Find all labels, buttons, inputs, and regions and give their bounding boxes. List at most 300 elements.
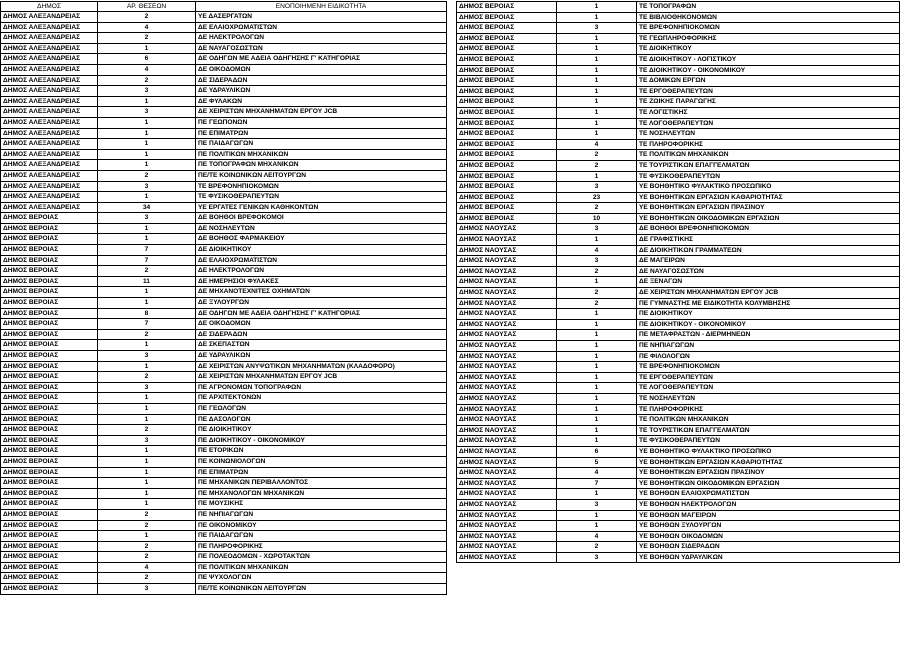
positions-cell: 1 (98, 499, 196, 510)
municipality-cell: ΔΗΜΟΣ ΑΛΕΞΑΝΔΡΕΙΑΣ (1, 12, 98, 23)
table-row (457, 372, 900, 383)
positions-cell: 2 (557, 160, 637, 171)
positions-cell: 2 (557, 298, 637, 309)
specialty-cell: ΤΕ ΔΟΜΙΚΩΝ ΕΡΓΩΝ (637, 76, 900, 87)
specialty-cell: ΤΕ ΖΩΙΚΗΣ ΠΑΡΑΓΩΓΗΣ (637, 97, 900, 108)
table-row (457, 192, 900, 203)
specialty-cell: ΠΕ ΟΙΚΟΝΟΜΙΚΟΥ (196, 520, 447, 531)
municipality-cell: ΔΗΜΟΣ ΝΑΟΥΣΑΣ (457, 351, 557, 362)
table-row (1, 308, 447, 319)
table-row (457, 33, 900, 44)
specialty-cell: ΔΕ ΞΥΛΟΥΡΓΩΝ (196, 298, 447, 309)
positions-cell: 4 (557, 468, 637, 479)
positions-cell: 1 (98, 478, 196, 489)
specialty-cell: ΥΕ ΒΟΗΘΗΤΙΚΩΝ ΟΙΚΟΔΟΜΙΚΩΝ ΕΡΓΑΣΙΩΝ (637, 478, 900, 489)
specialty-cell: ΤΕ ΦΥΣΙΚΟΘΕΡΑΠΕΥΤΩΝ (637, 436, 900, 447)
positions-cell: 1 (557, 319, 637, 330)
positions-cell: 2 (98, 573, 196, 584)
specialty-cell: ΔΕ ΗΛΕΚΤΡΟΛΟΓΩΝ (196, 266, 447, 277)
table-row (457, 97, 900, 108)
positions-cell: 4 (98, 562, 196, 573)
table-row (457, 65, 900, 76)
specialty-cell: ΔΕ ΣΚΕΠΑΣΤΩΝ (196, 340, 447, 351)
positions-cell: 1 (557, 86, 637, 97)
positions-cell: 2 (98, 520, 196, 531)
specialty-cell: ΠΕ ΠΑΙΔΑΓΩΓΩΝ (196, 531, 447, 542)
table-row (1, 403, 447, 414)
municipality-cell: ΔΗΜΟΣ ΑΛΕΞΑΝΔΡΕΙΑΣ (1, 149, 98, 160)
table-row (1, 573, 447, 584)
table-row (1, 414, 447, 425)
positions-cell: 2 (98, 33, 196, 44)
specialty-cell: ΤΕ ΛΟΓΙΣΤΙΚΗΣ (637, 107, 900, 118)
municipality-cell: ΔΗΜΟΣ ΑΛΕΞΑΝΔΡΕΙΑΣ (1, 170, 98, 181)
municipality-cell: ΔΗΜΟΣ ΒΕΡΟΙΑΣ (1, 276, 98, 287)
municipality-cell: ΔΗΜΟΣ ΒΕΡΟΙΑΣ (1, 266, 98, 277)
municipality-cell: ΔΗΜΟΣ ΑΛΕΞΑΝΔΡΕΙΑΣ (1, 202, 98, 213)
municipality-cell: ΔΗΜΟΣ ΒΕΡΟΙΑΣ (457, 2, 557, 13)
municipality-cell: ΔΗΜΟΣ ΒΕΡΟΙΑΣ (457, 150, 557, 161)
table-row (457, 542, 900, 553)
municipality-cell: ΔΗΜΟΣ ΝΑΟΥΣΑΣ (457, 298, 557, 309)
table-row (1, 467, 447, 478)
specialty-cell: ΥΕ ΒΟΗΘΩΝ ΣΙΔΕΡΑΔΩΝ (637, 542, 900, 553)
specialty-cell: ΤΕ ΔΙΟΙΚΗΤΙΚΟΥ - ΛΟΓΙΣΤΙΚΟΥ (637, 54, 900, 65)
positions-cell: 1 (557, 351, 637, 362)
positions-cell: 1 (557, 12, 637, 23)
positions-cell: 1 (98, 160, 196, 171)
specialty-cell: ΥΕ ΒΟΗΘΩΝ ΟΙΚΟΔΟΜΩΝ (637, 531, 900, 542)
municipality-cell: ΔΗΜΟΣ ΝΑΟΥΣΑΣ (457, 309, 557, 320)
municipality-cell: ΔΗΜΟΣ ΝΑΟΥΣΑΣ (457, 266, 557, 277)
table-row (1, 255, 447, 266)
municipality-cell: ΔΗΜΟΣ ΒΕΡΟΙΑΣ (1, 403, 98, 414)
specialty-cell: ΤΕ ΠΟΛΙΤΙΚΩΝ ΜΗΧΑΝΙΚΩΝ (637, 415, 900, 426)
table-row (1, 202, 447, 213)
specialty-cell: ΔΕ ΓΡΑΦΙΣΤΙΚΗΣ (637, 235, 900, 246)
specialty-cell: ΥΕ ΒΟΗΘΩΝ ΞΥΛΟΥΡΓΩΝ (637, 521, 900, 532)
positions-cell: 4 (557, 245, 637, 256)
specialty-cell: ΔΕ ΒΟΗΘΟΣ ΦΑΡΜΑΚΕΙΟΥ (196, 234, 447, 245)
positions-cell: 1 (98, 287, 196, 298)
specialty-cell: ΠΕ ΔΙΟΙΚΗΤΙΚΟΥ - ΟΙΚΟΝΟΜΙΚΟΥ (196, 435, 447, 446)
table-row (457, 129, 900, 140)
table-row (457, 393, 900, 404)
positions-cell: 3 (557, 224, 637, 235)
municipality-cell: ΔΗΜΟΣ ΒΕΡΟΙΑΣ (457, 160, 557, 171)
table-row (457, 266, 900, 277)
table-row (457, 309, 900, 320)
positions-cell: 1 (98, 340, 196, 351)
municipality-cell: ΔΗΜΟΣ ΒΕΡΟΙΑΣ (1, 456, 98, 467)
municipality-cell: ΔΗΜΟΣ ΝΑΟΥΣΑΣ (457, 372, 557, 383)
table-row (457, 330, 900, 341)
table-row (1, 107, 447, 118)
specialty-cell: ΠΕ ΔΑΣΟΛΟΓΩΝ (196, 414, 447, 425)
specialty-cell: ΤΕ ΝΟΣΗΛΕΥΤΩΝ (637, 393, 900, 404)
municipality-cell: ΔΗΜΟΣ ΒΕΡΟΙΑΣ (1, 467, 98, 478)
specialty-cell: ΔΕ ΣΙΔΕΡΑΔΩΝ (196, 329, 447, 340)
municipality-cell: ΔΗΜΟΣ ΑΛΕΞΑΝΔΡΕΙΑΣ (1, 139, 98, 150)
municipality-cell: ΔΗΜΟΣ ΒΕΡΟΙΑΣ (1, 446, 98, 457)
positions-cell: 4 (557, 139, 637, 150)
specialty-cell: ΠΕ ΓΥΜΝΑΣΤΗΣ ΜΕ ΕΙΔΙΚΟΤΗΤΑ ΚΟΛΥΜΒΗΣΗΣ (637, 298, 900, 309)
positions-cell: 2 (98, 425, 196, 436)
positions-cell: 1 (98, 488, 196, 499)
positions-cell: 1 (98, 117, 196, 128)
table-row (1, 64, 447, 75)
municipality-cell: ΔΗΜΟΣ ΑΛΕΞΑΝΔΡΕΙΑΣ (1, 54, 98, 65)
table-row (1, 160, 447, 171)
municipality-cell: ΔΗΜΟΣ ΝΑΟΥΣΑΣ (457, 489, 557, 500)
specialty-cell: ΔΕ ΞΕΝΑΓΩΝ (637, 277, 900, 288)
table-row (1, 446, 447, 457)
positions-cell: 1 (98, 414, 196, 425)
specialty-cell: ΤΕ ΠΛΗΡΟΦΟΡΙΚΗΣ (637, 404, 900, 415)
positions-cell: 1 (98, 234, 196, 245)
table-row (1, 181, 447, 192)
municipality-cell: ΔΗΜΟΣ ΑΛΕΞΑΝΔΡΕΙΑΣ (1, 181, 98, 192)
specialty-cell: ΥΕ ΒΟΗΘΩΝ ΗΛΕΚΤΡΟΛΟΓΩΝ (637, 499, 900, 510)
positions-cell: 1 (98, 192, 196, 203)
municipality-cell: ΔΗΜΟΣ ΒΕΡΟΙΑΣ (457, 192, 557, 203)
positions-cell: 1 (98, 456, 196, 467)
specialty-cell: ΠΕ ΦΙΛΟΛΟΓΩΝ (637, 351, 900, 362)
positions-cell: 1 (98, 149, 196, 160)
specialty-cell: ΔΕ ΜΑΓΕΙΡΩΝ (637, 256, 900, 267)
table-row (457, 489, 900, 500)
specialty-cell: ΠΕ ΜΗΧΑΝΟΛΟΓΩΝ ΜΗΧΑΝΙΚΩΝ (196, 488, 447, 499)
specialty-cell: ΔΕ ΧΕΙΡΙΣΤΩΝ ΜΗΧΑΝΗΜΑΤΩΝ ΕΡΓΟΥ JCB (196, 372, 447, 383)
positions-cell: 1 (557, 404, 637, 415)
municipality-cell: ΔΗΜΟΣ ΑΛΕΞΑΝΔΡΕΙΑΣ (1, 107, 98, 118)
municipality-cell: ΔΗΜΟΣ ΝΑΟΥΣΑΣ (457, 383, 557, 394)
positions-cell: 2 (98, 372, 196, 383)
table-row (1, 22, 447, 33)
positions-cell: 3 (557, 23, 637, 34)
municipality-cell: ΔΗΜΟΣ ΒΕΡΟΙΑΣ (1, 287, 98, 298)
table-row (1, 552, 447, 563)
positions-cell: 1 (557, 341, 637, 352)
positions-cell: 1 (98, 96, 196, 107)
specialty-cell: ΤΕ ΔΙΟΙΚΗΤΙΚΟΥ (637, 44, 900, 55)
positions-cell: 1 (98, 128, 196, 139)
table-row (457, 341, 900, 352)
specialty-cell: ΠΕ ΔΙΟΙΚΗΤΙΚΟΥ (637, 309, 900, 320)
specialty-cell: ΥΕ ΒΟΗΘΩΝ ΥΔΡΑΥΛΙΚΩΝ (637, 552, 900, 563)
header-specialty: ΕΝΟΠΟΙΗΜΕΝΗ ΕΙΔΙΚΟΤΗΤΑ (196, 2, 447, 12)
positions-cell: 1 (557, 383, 637, 394)
municipality-cell: ΔΗΜΟΣ ΒΕΡΟΙΑΣ (1, 255, 98, 266)
positions-cell: 1 (557, 372, 637, 383)
positions-cell: 1 (98, 393, 196, 404)
positions-cell: 1 (98, 403, 196, 414)
positions-cell: 2 (98, 266, 196, 277)
specialty-cell: ΤΕ ΛΟΓΟΘΕΡΑΠΕΥΤΩΝ (637, 118, 900, 129)
specialty-cell: ΤΕ ΔΙΟΙΚΗΤΙΚΟΥ - ΟΙΚΟΝΟΜΙΚΟΥ (637, 65, 900, 76)
positions-cell: 6 (98, 54, 196, 65)
table-row (1, 170, 447, 181)
specialty-cell: ΔΕ ΟΔΗΓΩΝ ΜΕ ΑΔΕΙΑ ΟΔΗΓΗΣΗΣ Γ' ΚΑΤΗΓΟΡΙΑΣ (196, 308, 447, 319)
left-table (0, 1, 447, 595)
municipality-cell: ΔΗΜΟΣ ΒΕΡΟΙΑΣ (1, 393, 98, 404)
table-row (457, 160, 900, 171)
table-row (457, 203, 900, 214)
positions-cell: 3 (98, 584, 196, 595)
positions-cell: 1 (98, 43, 196, 54)
table-row (1, 584, 447, 595)
positions-cell: 2 (557, 542, 637, 553)
table-row (1, 43, 447, 54)
header-row (1, 2, 447, 12)
table-row (1, 361, 447, 372)
table-row (1, 541, 447, 552)
specialty-cell: ΠΕ ΕΠΙΜΑΤΡΩΝ (196, 128, 447, 139)
specialty-cell: ΠΕ ΜΕΤΑΦΡΑΣΤΩΝ - ΔΙΕΡΜΗΝΕΩΝ (637, 330, 900, 341)
table-row (457, 171, 900, 182)
header-positions: ΑΡ. ΘΕΣΕΩΝ (98, 2, 196, 12)
positions-cell: 1 (557, 97, 637, 108)
positions-cell: 1 (98, 361, 196, 372)
table-row (1, 234, 447, 245)
positions-cell: 1 (557, 510, 637, 521)
municipality-cell: ΔΗΜΟΣ ΑΛΕΞΑΝΔΡΕΙΑΣ (1, 117, 98, 128)
positions-cell: 1 (557, 76, 637, 87)
municipality-cell: ΔΗΜΟΣ ΒΕΡΟΙΑΣ (1, 298, 98, 309)
positions-cell: 1 (557, 171, 637, 182)
specialty-cell: ΤΕ ΠΟΛΙΤΙΚΩΝ ΜΗΧΑΝΙΚΩΝ (637, 150, 900, 161)
specialty-cell: ΥΕ ΔΑΣΕΡΓΑΤΩΝ (196, 12, 447, 23)
specialty-cell: ΤΕ ΕΡΓΟΘΕΡΑΠΕΥΤΩΝ (637, 86, 900, 97)
positions-cell: 3 (98, 382, 196, 393)
municipality-cell: ΔΗΜΟΣ ΑΛΕΞΑΝΔΡΕΙΑΣ (1, 33, 98, 44)
positions-cell: 1 (557, 118, 637, 129)
table-row (1, 509, 447, 520)
specialty-cell: ΔΕ ΒΟΗΘΟΙ ΒΡΕΦΟΝΗΠΙΟΚΟΜΩΝ (637, 224, 900, 235)
table-row (1, 351, 447, 362)
positions-cell: 3 (557, 256, 637, 267)
municipality-cell: ΔΗΜΟΣ ΒΕΡΟΙΑΣ (1, 435, 98, 446)
specialty-cell: ΠΕ ΤΟΠΟΓΡΑΦΩΝ ΜΗΧΑΝΙΚΩΝ (196, 160, 447, 171)
specialty-cell: ΤΕ ΒΡΕΦΟΝΗΠΙΟΚΟΜΩΝ (637, 23, 900, 34)
specialty-cell: ΤΕ ΒΡΕΦΟΝΗΠΙΟΚΟΜΩΝ (196, 181, 447, 192)
municipality-cell: ΔΗΜΟΣ ΒΕΡΟΙΑΣ (457, 12, 557, 23)
municipality-cell: ΔΗΜΟΣ ΒΕΡΟΙΑΣ (457, 97, 557, 108)
municipality-cell: ΔΗΜΟΣ ΑΛΕΞΑΝΔΡΕΙΑΣ (1, 128, 98, 139)
specialty-cell: ΤΕ ΤΟΠΟΓΡΑΦΩΝ (637, 2, 900, 13)
table-row (457, 415, 900, 426)
positions-cell: 7 (98, 245, 196, 256)
municipality-cell: ΔΗΜΟΣ ΝΑΟΥΣΑΣ (457, 510, 557, 521)
municipality-cell: ΔΗΜΟΣ ΝΑΟΥΣΑΣ (457, 341, 557, 352)
specialty-cell: ΔΕ ΥΔΡΑΥΛΙΚΩΝ (196, 351, 447, 362)
positions-cell: 1 (557, 309, 637, 320)
positions-cell: 1 (557, 54, 637, 65)
municipality-cell: ΔΗΜΟΣ ΒΕΡΟΙΑΣ (1, 351, 98, 362)
municipality-cell: ΔΗΜΟΣ ΒΕΡΟΙΑΣ (1, 562, 98, 573)
municipality-cell: ΔΗΜΟΣ ΒΕΡΟΙΑΣ (1, 520, 98, 531)
positions-cell: 1 (98, 446, 196, 457)
table-row (457, 44, 900, 55)
table-row (457, 182, 900, 193)
specialty-cell: ΠΕ ΠΟΛΙΤΙΚΩΝ ΜΗΧΑΝΙΚΩΝ (196, 149, 447, 160)
table-row (457, 277, 900, 288)
municipality-cell: ΔΗΜΟΣ ΝΑΟΥΣΑΣ (457, 531, 557, 542)
municipality-cell: ΔΗΜΟΣ ΑΛΕΞΑΝΔΡΕΙΑΣ (1, 64, 98, 75)
municipality-cell: ΔΗΜΟΣ ΒΕΡΟΙΑΣ (1, 584, 98, 595)
positions-cell: 2 (98, 541, 196, 552)
specialty-cell: ΠΕ ΠΟΛΕΟΔΟΜΩΝ - ΧΩΡΟΤΑΚΤΩΝ (196, 552, 447, 563)
positions-cell: 1 (557, 330, 637, 341)
table-row (1, 96, 447, 107)
specialty-cell: ΤΕ ΛΟΓΟΘΕΡΑΠΕΥΤΩΝ (637, 383, 900, 394)
positions-cell: 10 (557, 213, 637, 224)
positions-cell: 7 (557, 478, 637, 489)
table-row (457, 76, 900, 87)
positions-cell: 3 (98, 213, 196, 224)
positions-cell: 1 (557, 521, 637, 532)
positions-cell: 8 (98, 308, 196, 319)
specialty-cell: ΠΕ ΔΙΟΙΚΗΤΙΚΟΥ (196, 425, 447, 436)
municipality-cell: ΔΗΜΟΣ ΝΑΟΥΣΑΣ (457, 319, 557, 330)
positions-cell: 4 (98, 64, 196, 75)
positions-cell: 11 (98, 276, 196, 287)
specialty-cell: ΠΕ ΑΓΡΟΝΟΜΩΝ ΤΟΠΟΓΡΑΦΩΝ (196, 382, 447, 393)
positions-cell: 1 (557, 33, 637, 44)
table-row (457, 436, 900, 447)
table-row (1, 329, 447, 340)
positions-cell: 2 (98, 552, 196, 563)
table-row (457, 404, 900, 415)
table-row (1, 393, 447, 404)
table-row (457, 118, 900, 129)
municipality-cell: ΔΗΜΟΣ ΝΑΟΥΣΑΣ (457, 457, 557, 468)
table-row (457, 139, 900, 150)
municipality-cell: ΔΗΜΟΣ ΒΕΡΟΙΑΣ (457, 54, 557, 65)
municipality-cell: ΔΗΜΟΣ ΒΕΡΟΙΑΣ (1, 223, 98, 234)
municipality-cell: ΔΗΜΟΣ ΒΕΡΟΙΑΣ (457, 86, 557, 97)
positions-cell: 3 (98, 435, 196, 446)
municipality-cell: ΔΗΜΟΣ ΝΑΟΥΣΑΣ (457, 436, 557, 447)
table-row (1, 435, 447, 446)
specialty-cell: ΠΕ ΝΗΠΙΑΓΩΓΩΝ (637, 341, 900, 352)
table-row (1, 425, 447, 436)
positions-cell: 1 (557, 425, 637, 436)
positions-cell: 1 (98, 467, 196, 478)
table-row (457, 552, 900, 563)
specialty-cell: ΥΕ ΒΟΗΘΗΤΙΚΩΝ ΕΡΓΑΣΙΩΝ ΚΑΘΑΡΙΟΤΗΤΑΣ (637, 457, 900, 468)
positions-cell: 1 (98, 531, 196, 542)
municipality-cell: ΔΗΜΟΣ ΒΕΡΟΙΑΣ (1, 340, 98, 351)
table-row (457, 478, 900, 489)
municipality-cell: ΔΗΜΟΣ ΒΕΡΟΙΑΣ (457, 139, 557, 150)
municipality-cell: ΔΗΜΟΣ ΝΑΟΥΣΑΣ (457, 245, 557, 256)
table-row (1, 75, 447, 86)
specialty-cell: ΔΕ ΟΙΚΟΔΟΜΩΝ (196, 64, 447, 75)
positions-cell: 34 (98, 202, 196, 213)
table-row (457, 383, 900, 394)
positions-cell: 3 (98, 107, 196, 118)
table-row (1, 245, 447, 256)
right-table (456, 1, 900, 563)
municipality-cell: ΔΗΜΟΣ ΝΑΟΥΣΑΣ (457, 404, 557, 415)
municipality-cell: ΔΗΜΟΣ ΝΑΟΥΣΑΣ (457, 362, 557, 373)
municipality-cell: ΔΗΜΟΣ ΒΕΡΟΙΑΣ (1, 541, 98, 552)
table-row (457, 425, 900, 436)
municipality-cell: ΔΗΜΟΣ ΒΕΡΟΙΑΣ (1, 552, 98, 563)
positions-cell: 4 (98, 22, 196, 33)
table-row (1, 12, 447, 23)
municipality-cell: ΔΗΜΟΣ ΒΕΡΟΙΑΣ (1, 478, 98, 489)
municipality-cell: ΔΗΜΟΣ ΒΕΡΟΙΑΣ (1, 213, 98, 224)
specialty-cell: ΔΕ ΣΙΔΕΡΑΔΩΝ (196, 75, 447, 86)
table-row (1, 149, 447, 160)
table-row (457, 23, 900, 34)
table-row (457, 235, 900, 246)
positions-cell: 2 (557, 203, 637, 214)
table-row (1, 192, 447, 203)
specialty-cell: ΔΕ ΧΕΙΡΙΣΤΩΝ ΑΝΥΨΩΤΙΚΩΝ ΜΗΧΑΝΗΜΑΤΩΝ (ΚΛΑΔΟΦΟΡΟ) (196, 361, 447, 372)
municipality-cell: ΔΗΜΟΣ ΑΛΕΞΑΝΔΡΕΙΑΣ (1, 86, 98, 97)
specialty-cell: ΤΕ ΤΟΥΡΙΣΤΙΚΩΝ ΕΠΑΓΓΕΛΜΑΤΩΝ (637, 160, 900, 171)
municipality-cell: ΔΗΜΟΣ ΒΕΡΟΙΑΣ (457, 118, 557, 129)
municipality-cell: ΔΗΜΟΣ ΒΕΡΟΙΑΣ (1, 509, 98, 520)
table-row (457, 510, 900, 521)
municipality-cell: ΔΗΜΟΣ ΝΑΟΥΣΑΣ (457, 288, 557, 299)
municipality-cell: ΔΗΜΟΣ ΒΕΡΟΙΑΣ (1, 499, 98, 510)
table-row (1, 298, 447, 309)
positions-cell: 2 (98, 75, 196, 86)
table-row (1, 86, 447, 97)
municipality-cell: ΔΗΜΟΣ ΑΛΕΞΑΝΔΡΕΙΑΣ (1, 160, 98, 171)
positions-cell: 1 (557, 129, 637, 140)
specialty-cell: ΥΕ ΕΡΓΑΤΕΣ ΓΕΝΙΚΩΝ ΚΑΘΗΚΟΝΤΩΝ (196, 202, 447, 213)
table-row (1, 128, 447, 139)
positions-cell: 5 (557, 457, 637, 468)
positions-cell: 3 (557, 182, 637, 193)
specialty-cell: ΥΕ ΒΟΗΘΗΤΙΚΟ ΦΥΛΑΚΤΙΚΟ ΠΡΟΣΩΠΙΚΟ (637, 446, 900, 457)
specialty-cell: ΥΕ ΒΟΗΘΗΤΙΚΩΝ ΕΡΓΑΣΙΩΝ ΚΑΘΑΡΙΟΤΗΤΑΣ (637, 192, 900, 203)
municipality-cell: ΔΗΜΟΣ ΒΕΡΟΙΑΣ (1, 382, 98, 393)
positions-cell: 2 (98, 12, 196, 23)
specialty-cell: ΥΕ ΒΟΗΘΗΤΙΚΩΝ ΟΙΚΟΔΟΜΙΚΩΝ ΕΡΓΑΣΙΩΝ (637, 213, 900, 224)
table-row (1, 117, 447, 128)
header-municipality: ΔΗΜΟΣ (1, 2, 98, 12)
table-row (457, 54, 900, 65)
positions-cell: 1 (557, 415, 637, 426)
specialty-cell: ΔΕ ΗΛΕΚΤΡΟΛΟΓΩΝ (196, 33, 447, 44)
municipality-cell: ΔΗΜΟΣ ΑΛΕΞΑΝΔΡΕΙΑΣ (1, 43, 98, 54)
table-row (457, 521, 900, 532)
table-row (457, 446, 900, 457)
positions-cell: 3 (557, 499, 637, 510)
positions-cell: 2 (557, 150, 637, 161)
positions-cell: 1 (557, 107, 637, 118)
positions-cell: 1 (98, 139, 196, 150)
municipality-cell: ΔΗΜΟΣ ΒΕΡΟΙΑΣ (457, 203, 557, 214)
specialty-cell: ΠΕ ΕΠΙΜΑΤΡΩΝ (196, 467, 447, 478)
table-row (457, 319, 900, 330)
specialty-cell: ΔΕ ΔΙΟΙΚΗΤΙΚΩΝ ΓΡΑΜΜΑΤΕΩΝ (637, 245, 900, 256)
positions-cell: 1 (557, 65, 637, 76)
specialty-cell: ΤΕ ΠΛΗΡΟΦΟΡΙΚΗΣ (637, 139, 900, 150)
specialty-cell: ΔΕ ΕΛΑΙΟΧΡΩΜΑΤΙΣΤΩΝ (196, 22, 447, 33)
table-row (457, 213, 900, 224)
specialty-cell: ΠΕ/ΤΕ ΚΟΙΝΩΝΙΚΩΝ ΛΕΙΤΟΥΡΓΩΝ (196, 170, 447, 181)
municipality-cell: ΔΗΜΟΣ ΒΕΡΟΙΑΣ (457, 171, 557, 182)
municipality-cell: ΔΗΜΟΣ ΒΕΡΟΙΑΣ (1, 372, 98, 383)
municipality-cell: ΔΗΜΟΣ ΝΑΟΥΣΑΣ (457, 256, 557, 267)
